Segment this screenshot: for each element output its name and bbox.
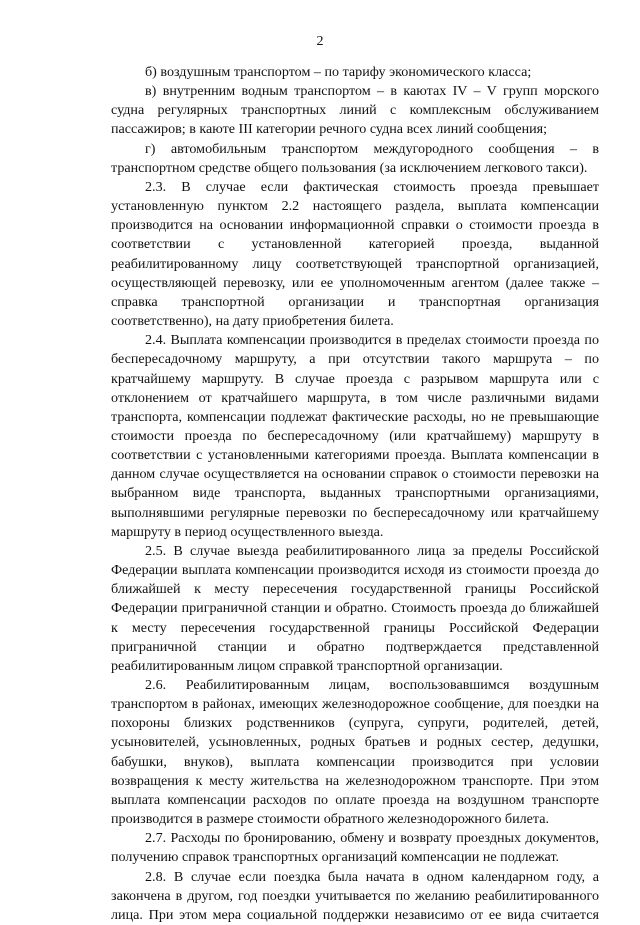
paragraph-2-7: 2.7. Расходы по бронированию, обмену и возврату проездных документов, получению справок транспортных организаций компенсации не подлежат. bbox=[111, 830, 599, 866]
page-number: 2 bbox=[316, 34, 324, 49]
paragraph-2-4: 2.4. Выплата компенсации производится в пределах стоимости проезда по беспересадочному маршруту, а при отсутствии такого маршрута – по кратчайшему маршруту. В случае проезда с разрывом маршрута или с отклонением от кратчайшего маршрута, в том числе различными видами транспорта, компенсации подлежат фактические расходы, но не превышающие стоимости проезда по беспересадочному (или кратчайшему) маршруту в соответствии с установленными категориями проезда. Выплата компенсации в данном случае осуществляется на основании справок о стоимости перевозки на выбранном виде транспорта, выданных транспортными организациями, выполнявшими регулярные перевозки по беспересадочному или кратчайшему маршруту в период осуществленного выезда. bbox=[111, 332, 599, 540]
paragraph-2-5: 2.5. В случае выезда реабилитированного лица за пределы Российской Федерации выплата компенсации производится исходя из стоимости проезда до ближайшей к месту пересечения государственной границы Российской Федерации приграничной станции и обратно. Стоимость проезда до ближайшей к месту пересечения государственной границы Российской Федерации приграничной станции и обратно подтверждается представленной реабилитированным лицом справкой транспортной организации. bbox=[111, 542, 599, 674]
paragraph-road-transport: г) автомобильным транспортом междугородного сообщения – в транспортном средстве общего пользования (за исключением легкового такси). bbox=[111, 140, 599, 176]
paragraph-2-8: 2.8. В случае если поездка была начата в одном календарном году, а закончена в другом, год поездки учитывается по желанию реабилитированного лица. При этом мера социальной поддержки независимо от ее вида считается bbox=[111, 868, 599, 923]
paragraph-air-transport: б) воздушным транспортом – по тарифу экономического класса; bbox=[145, 64, 532, 80]
paragraph-2-3: 2.3. В случае если фактическая стоимость проезда превышает установленную пунктом 2.2 настоящего раздела, выплата компенсации производится на основании информационной справки о стоимости проезда в соответствии с установленной категорией проезда, выданной реабилитированному лицу соответствующей транспортной организацией, осуществляющей перевозку, или ее уполномоченным агентом (далее также – справка транспортной организации и транспортная организация соответственно), на дату приобретения билета. bbox=[111, 178, 599, 330]
document-body bbox=[111, 63, 599, 925]
paragraph-water-transport: в) внутренним водным транспортом – в каютах IV – V групп морского судна регулярных транспортных линий с комплексным обслуживанием пассажиров; в каюте III категории речного судна всех линий сообщения; bbox=[111, 83, 599, 138]
paragraph-2-6: 2.6. Реабилитированным лицам, воспользовавшимся воздушным транспортом в районах, имеющих железнодорожное сообщение, для поездки на похороны близких родственников (супруга, супруги, родителей, детей, усыновителей, усыновленных, родных братьев и родных сестер, дедушки, бабушки, внуков), выплата компенсации производится при условии возвращения к месту жительства на железнодорожном транспорте. При этом выплата компенсации расходов по оплате проезда на воздушном транспорте производится в размере стоимости обратного железнодорожного билета. bbox=[111, 677, 599, 828]
